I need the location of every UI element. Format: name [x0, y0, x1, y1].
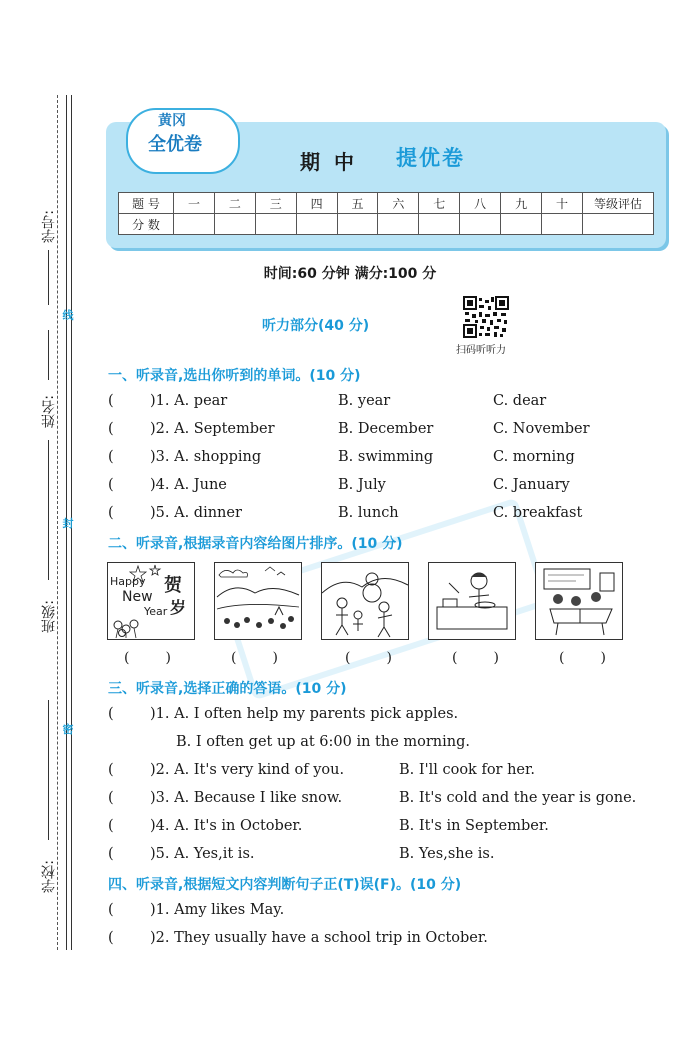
class-line — [48, 440, 49, 580]
score-header-cell: 十 — [542, 193, 583, 214]
answer-bracket[interactable]: ( — [108, 818, 114, 834]
seal-xian: 线 — [62, 309, 74, 322]
s1-q5-a: )5. A. dinner — [150, 505, 242, 521]
school-label: 学校: — [41, 860, 57, 893]
qr-label: 扫码听听力 — [456, 345, 506, 356]
exam-subtitle: 提优卷 — [396, 146, 465, 170]
svg-text:岁: 岁 — [170, 598, 187, 617]
svg-text:Happy: Happy — [110, 575, 146, 588]
section2-title: 二、听录音,根据录音内容给图片排序。(10 分) — [108, 536, 403, 552]
score-cell[interactable] — [460, 214, 501, 235]
s4-q1: )1. Amy likes May. — [150, 902, 285, 918]
score-cell[interactable] — [174, 214, 215, 235]
s1-q1-b: B. year — [338, 393, 391, 409]
answer-bracket[interactable]: ( — [108, 930, 114, 946]
score-header-cell: 等级评估 — [583, 193, 654, 214]
answer-bracket[interactable]: ( — [108, 421, 114, 437]
answer-bracket[interactable]: ( — [108, 477, 114, 493]
s3-q3-b: B. It's cold and the year is gone. — [399, 790, 637, 806]
score-cell[interactable] — [255, 214, 296, 235]
class-label: 班级: — [41, 600, 57, 633]
picture-kitchen — [428, 562, 516, 640]
answer-bracket[interactable]: ( ) — [124, 650, 171, 666]
s3-q2-a: )2. A. It's very kind of you. — [150, 762, 345, 778]
answer-bracket[interactable]: ( — [108, 449, 114, 465]
svg-text:New: New — [122, 589, 153, 605]
picture-classroom — [535, 562, 623, 640]
seal-feng: 封 — [62, 517, 74, 530]
answer-bracket[interactable]: ( ) — [345, 650, 392, 666]
score-header-cell: 九 — [501, 193, 542, 214]
s1-q4-a: )4. A. June — [150, 477, 227, 493]
s1-q4-b: B. July — [338, 477, 386, 493]
brand-line2: 全优卷 — [148, 134, 202, 155]
countryside-drawing — [215, 563, 301, 639]
qr-code-icon[interactable] — [463, 296, 509, 338]
score-cell[interactable] — [542, 214, 583, 235]
answer-bracket[interactable]: ( — [108, 902, 114, 918]
score-cell[interactable] — [378, 214, 419, 235]
listening-part-title: 听力部分(40 分) — [262, 318, 370, 334]
s1-q2-a: )2. A. September — [150, 421, 275, 437]
s1-q2-b: B. December — [338, 421, 434, 437]
s3-q4-b: B. It's in September. — [399, 818, 549, 834]
s3-q4-a: )4. A. It's in October. — [150, 818, 303, 834]
s1-q1-c: C. dear — [493, 393, 547, 409]
seal-mi: 密 — [62, 723, 74, 736]
picture-snow-fun — [321, 562, 409, 640]
section1-title: 一、听录音,选出你听到的单词。(10 分) — [108, 368, 361, 384]
score-cell[interactable] — [214, 214, 255, 235]
s1-q3-a: )3. A. shopping — [150, 449, 262, 465]
answer-bracket[interactable]: ( ) — [452, 650, 499, 666]
s1-q2-c: C. November — [493, 421, 590, 437]
time-info: 时间:60 分钟 满分:100 分 — [263, 266, 437, 282]
picture-countryside — [214, 562, 302, 640]
score-header-cell: 题 号 — [119, 193, 174, 214]
answer-bracket[interactable]: ( — [108, 706, 114, 722]
brand-line1: 黄冈 — [158, 113, 186, 129]
s1-q1-a: )1. A. pear — [150, 393, 228, 409]
score-header-cell: 一 — [174, 193, 215, 214]
score-header-cell: 二 — [214, 193, 255, 214]
student-id-label: 学号: — [41, 210, 57, 243]
score-cell[interactable] — [501, 214, 542, 235]
answer-bracket[interactable]: ( — [108, 790, 114, 806]
kitchen-drawing — [429, 563, 515, 639]
s1-q3-b: B. swimming — [338, 449, 434, 465]
score-cell[interactable] — [419, 214, 460, 235]
s4-q2: )2. They usually have a school trip in October. — [150, 930, 488, 946]
score-header-cell: 八 — [460, 193, 501, 214]
exam-title: 期中 — [300, 150, 368, 174]
score-cell[interactable] — [583, 214, 654, 235]
score-header-cell: 四 — [296, 193, 337, 214]
answer-bracket[interactable]: ( ) — [231, 650, 278, 666]
svg-text:Year: Year — [144, 605, 168, 618]
answer-bracket[interactable]: ( — [108, 393, 114, 409]
s1-q5-c: C. breakfast — [493, 505, 583, 521]
svg-text:贺: 贺 — [164, 575, 182, 596]
s1-q4-c: C. January — [493, 477, 570, 493]
answer-bracket[interactable]: ( — [108, 505, 114, 521]
score-header-cell: 三 — [255, 193, 296, 214]
answer-bracket[interactable]: ( ) — [559, 650, 606, 666]
section4-title: 四、听录音,根据短文内容判断句子正(T)误(F)。(10 分) — [108, 877, 462, 893]
name-line — [48, 330, 49, 380]
answer-bracket[interactable]: ( — [108, 846, 114, 862]
s1-q5-b: B. lunch — [338, 505, 399, 521]
s3-q2-b: B. I'll cook for her. — [399, 762, 535, 778]
school-line — [48, 700, 49, 840]
picture-new-year-card — [107, 562, 195, 640]
score-cell[interactable] — [337, 214, 378, 235]
snow-drawing — [322, 563, 408, 639]
name-label: 姓名: — [41, 395, 57, 428]
score-header-cell: 五 — [337, 193, 378, 214]
section3-title: 三、听录音,选择正确的答语。(10 分) — [108, 681, 347, 697]
s3-q5-b: B. Yes,she is. — [399, 846, 495, 862]
score-header-cell: 七 — [419, 193, 460, 214]
classroom-drawing — [536, 563, 622, 639]
s3-q1-b: B. I often get up at 6:00 in the morning. — [176, 734, 471, 750]
s1-q3-c: C. morning — [493, 449, 575, 465]
s3-q1-a: )1. A. I often help my parents pick apples. — [150, 706, 459, 722]
s3-q5-a: )5. A. Yes,it is. — [150, 846, 255, 862]
answer-bracket[interactable]: ( — [108, 762, 114, 778]
score-cell[interactable] — [296, 214, 337, 235]
new-year-card-drawing — [108, 563, 194, 639]
s3-q3-a: )3. A. Because I like snow. — [150, 790, 343, 806]
score-header-cell: 六 — [378, 193, 419, 214]
score-row-label: 分 数 — [119, 214, 174, 235]
score-table — [118, 192, 654, 235]
